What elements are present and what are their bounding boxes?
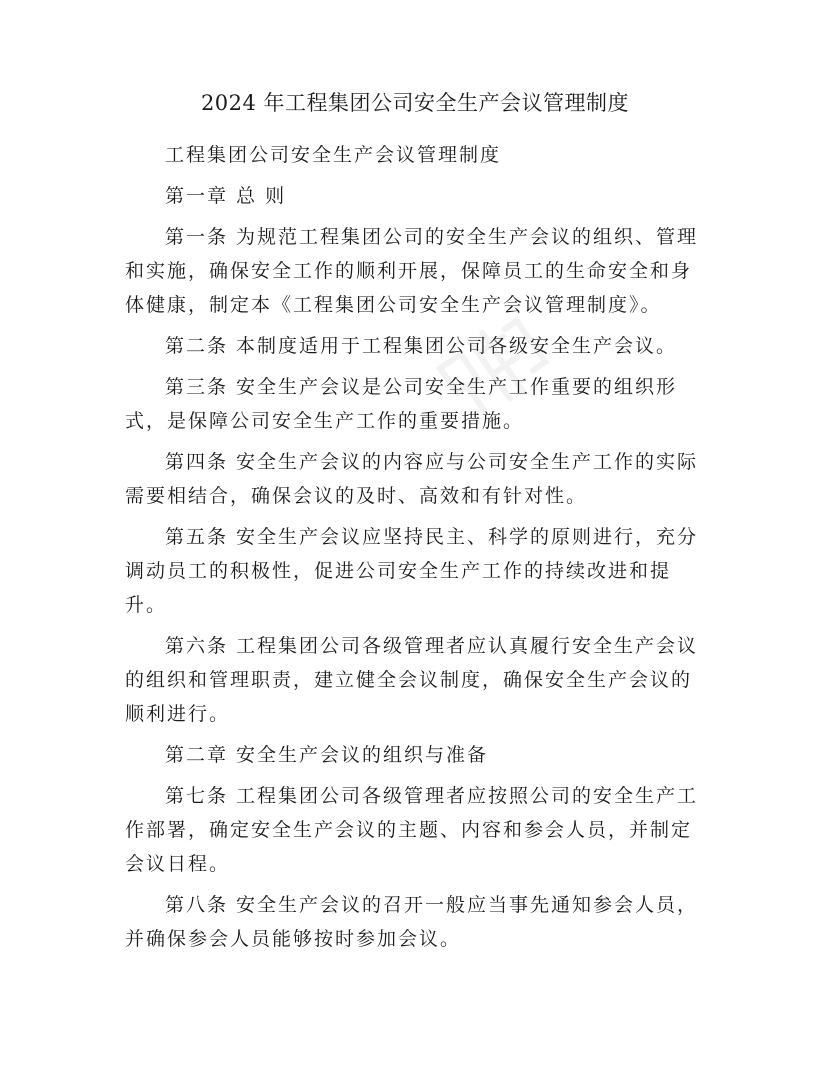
article-paragraph: 第三条 安全生产会议是公司安全生产工作重要的组织形式，是保障公司安全生产工作的重要措施。: [125, 376, 678, 432]
chapter-heading: 第一章 总 则: [165, 185, 287, 207]
article-paragraph: 第八条 安全生产会议的召开一般应当事先通知参会人员，并确保参会人员能够按时参加会议。: [125, 894, 699, 950]
article-paragraph: 第七条 工程集团公司各级管理者应按照公司的安全生产工作部署，确定安全生产会议的主题、内容和参会人员，并制定会议日程。: [125, 785, 699, 875]
article-paragraph: 第二条 本制度适用于工程集团公司各级安全生产会议。: [165, 335, 678, 357]
article-paragraph: 第四条 安全生产会议的内容应与公司安全生产工作的实际需要相结合，确保会议的及时、高效和有针对性。: [125, 451, 699, 507]
document-title: 2024 年工程集团公司安全生产会议管理制度: [200, 91, 630, 115]
article-paragraph: 第六条 工程集团公司各级管理者应认真履行安全生产会议的组织和管理职责，建立健全会议制度，确保安全生产会议的顺利进行。: [125, 635, 699, 725]
document-body: [125, 138, 710, 963]
paragraph-subtitle: 工程集团公司安全生产会议管理制度: [165, 144, 502, 166]
article-paragraph: 第五条 安全生产会议应坚持民主、科学的原则进行，充分调动员工的积极性，促进公司安全生产工作的持续改进和提升。: [125, 526, 699, 616]
chapter-heading: 第二章 安全生产会议的组织与准备: [165, 744, 489, 766]
article-paragraph: 第一条 为规范工程集团公司的安全生产会议的组织、管理和实施，确保安全工作的顺利开展，保障员工的生命安全和身体健康，制定本《工程集团公司安全生产会议管理制度》。: [125, 226, 699, 316]
